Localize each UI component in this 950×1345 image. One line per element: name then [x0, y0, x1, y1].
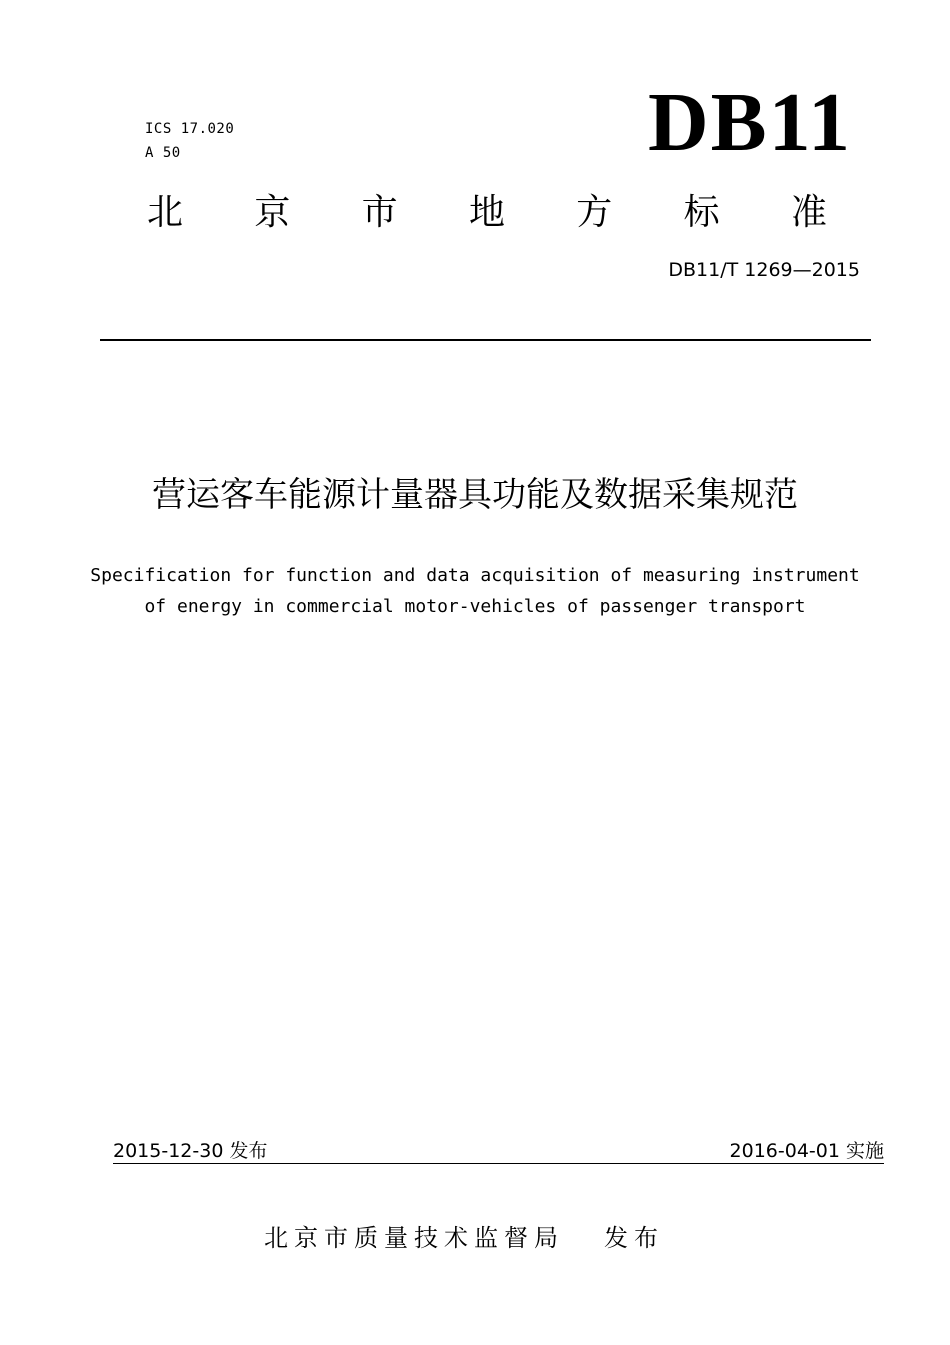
english-title-line: of energy in commercial motor-vehicles of passenger transport	[144, 596, 806, 617]
standard-type-char: 市	[361, 192, 398, 233]
implementation-date: 2016-04-01 实施	[729, 1140, 884, 1162]
standard-type-char: 标	[683, 192, 720, 233]
header-divider	[100, 339, 871, 341]
standard-mark: DB11	[647, 76, 852, 169]
standard-type-char: 京	[254, 192, 291, 233]
standard-number: DB11/T 1269—2015	[668, 259, 860, 281]
standard-type-char: 北	[146, 192, 183, 233]
standard-type-heading	[142, 190, 832, 236]
publisher-action: 发布	[604, 1224, 664, 1252]
ics-code: ICS 17.020	[145, 121, 235, 137]
classification-codes	[145, 117, 234, 165]
document-title-chinese: 营运客车能源计量器具功能及数据采集规范	[152, 475, 798, 515]
issue-date: 2015-12-30 发布	[113, 1140, 268, 1162]
standard-type-char: 方	[576, 192, 613, 233]
publisher-name: 北京市质量技术监督局	[264, 1224, 564, 1252]
standard-type-char: 地	[468, 192, 505, 233]
standard-type-char: 准	[790, 192, 827, 233]
ccs-code: A 50	[145, 145, 181, 161]
publisher-line	[264, 1221, 664, 1255]
document-title-english	[0, 560, 950, 622]
english-title-line: Specification for function and data acquisition of measuring instrument	[90, 565, 860, 586]
footer-divider	[113, 1163, 884, 1164]
